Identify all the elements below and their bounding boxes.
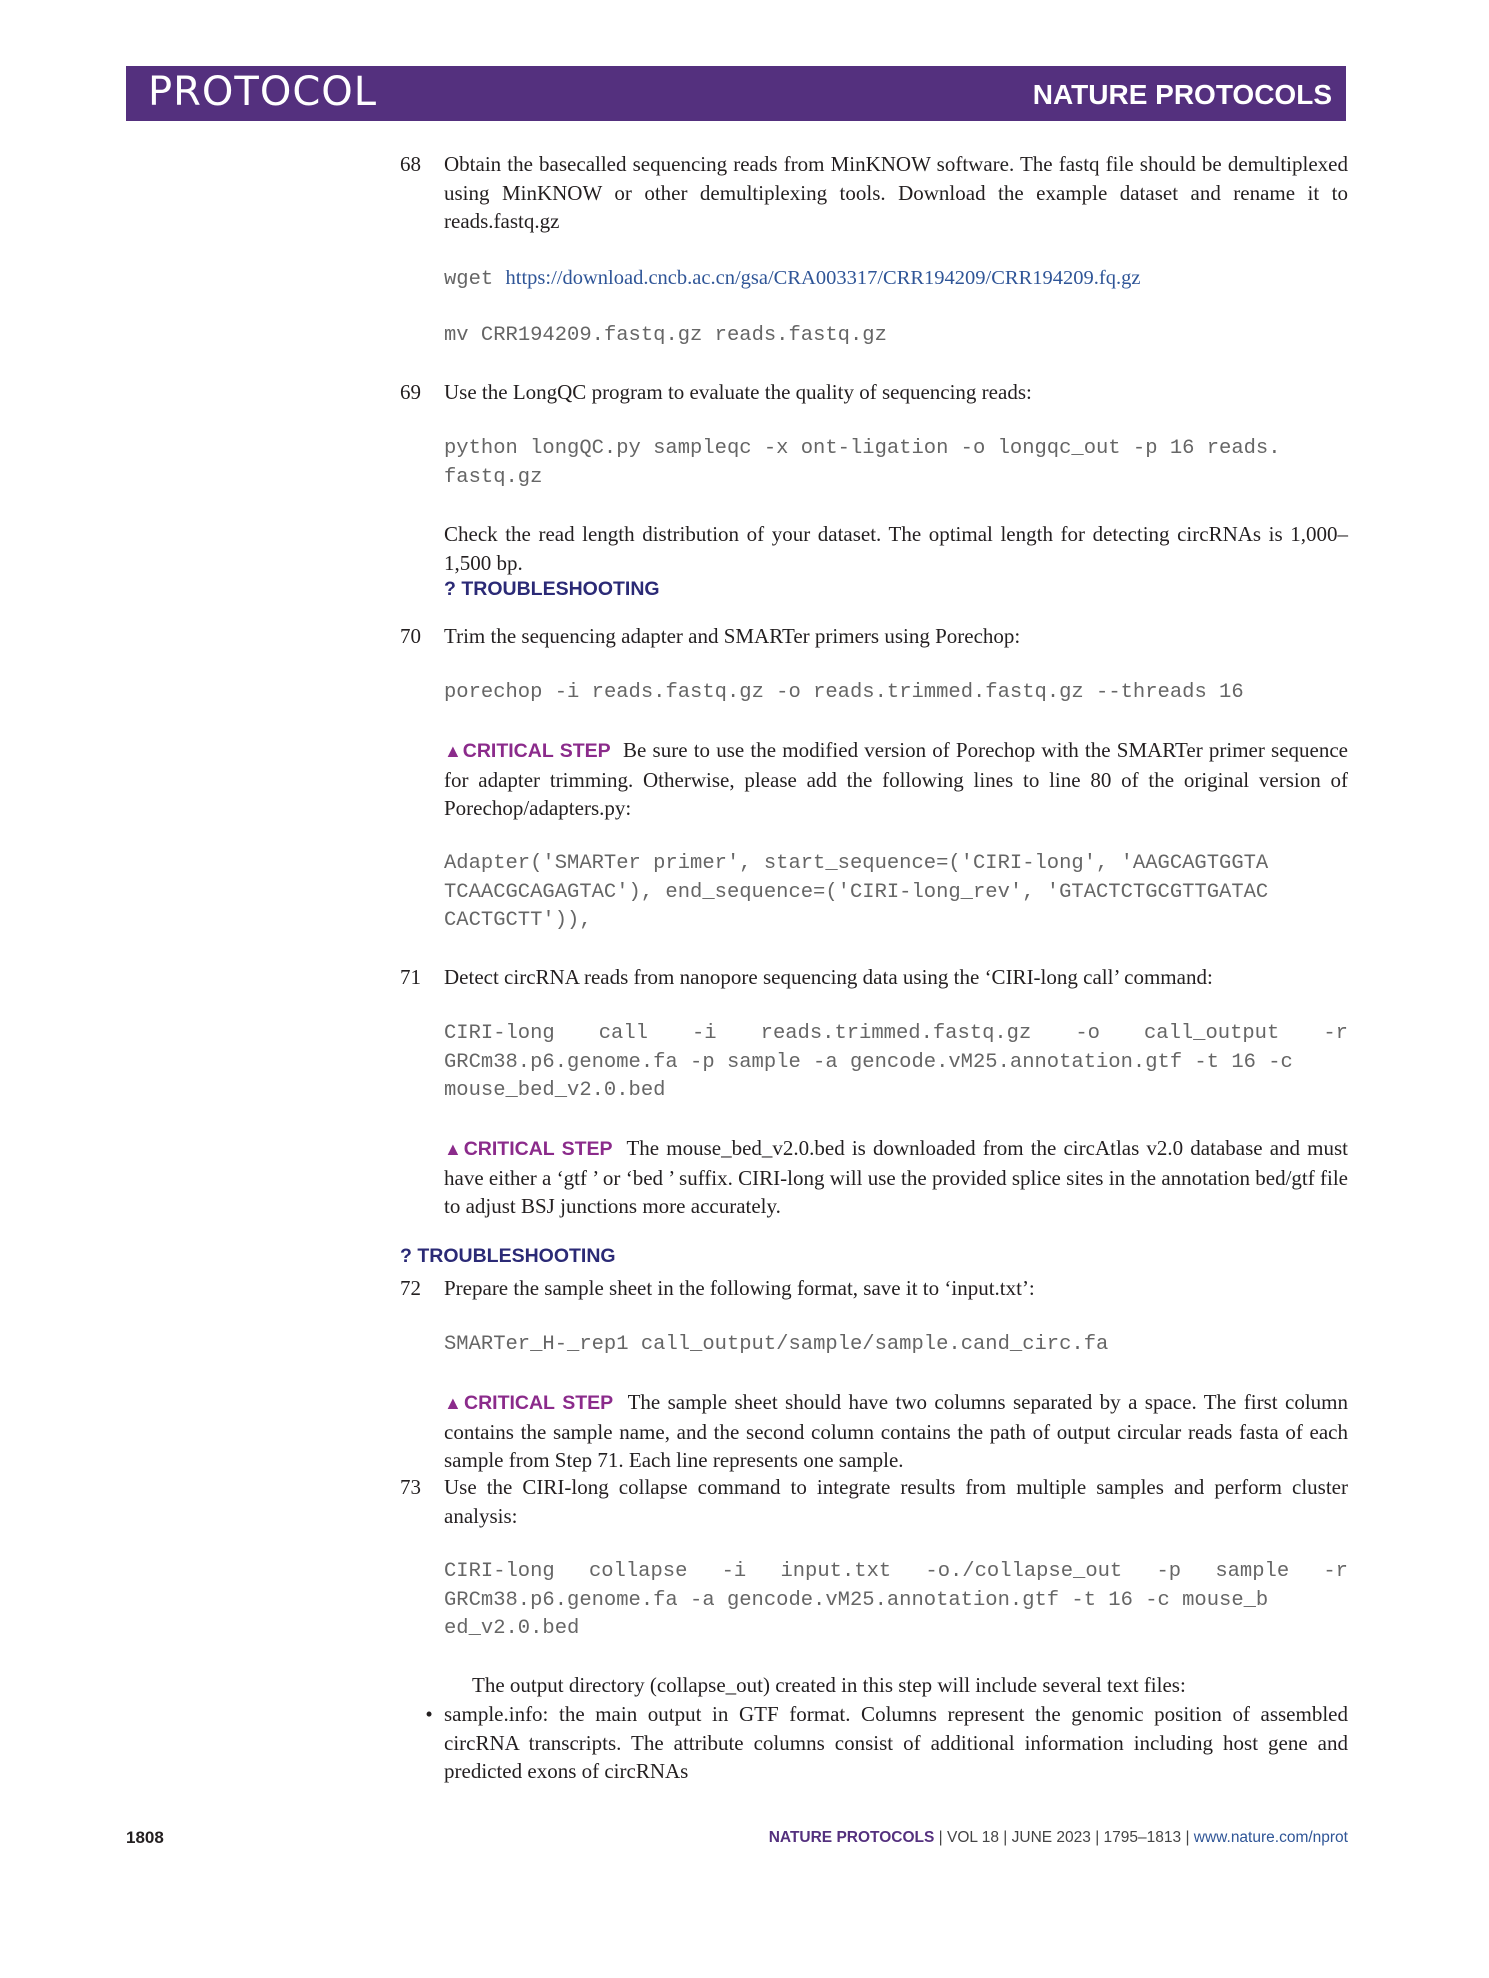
warning-triangle-icon: ▲ [444, 1139, 464, 1159]
section-label: PROTOCOL [148, 69, 378, 115]
step-number-71: 71 [400, 965, 421, 989]
warning-triangle-icon: ▲ [444, 741, 463, 761]
footer-journal: NATURE PROTOCOLS [768, 1829, 935, 1846]
critical-text: The mouse_bed_v2.0.bed is downloaded from the circAtlas v2.0 database and must have either a ‘gtf ’ or ‘bed ’ suffix. CIRI-long will use the provided splice sites in the annotation bed/gtf file to adjust BSJ junctions more accurately. [444, 1136, 1349, 1218]
step-68-text: Obtain the basecalled sequencing reads from MinKNOW software. The fastq file should be demultiplexed using MinKNOW or other demultiplexing tools. Download the example dataset and rename it to reads.fastq.gz [444, 152, 1348, 233]
step-69-note: Check the read length distribution of your dataset. The optimal length for detecting circRNAs is 1,000–1,500 bp. [444, 522, 1348, 575]
critical-step-70 [444, 736, 1348, 823]
journal-name: NATURE PROTOCOLS [1032, 79, 1332, 110]
page-number: 1808 [126, 1828, 164, 1847]
code-line: TCAACGCAGAGTAC'), end_sequence=('CIRI-long_rev', 'GTACTCTGCGTTGATAC [444, 880, 1269, 904]
step-number-73: 73 [400, 1475, 421, 1499]
footer-citation: NATURE PROTOCOLS | VOL 18 | JUNE 2023 | 1795–1813 | www.nature.com/nprot [768, 1829, 1348, 1846]
step-number-69: 69 [400, 380, 421, 404]
mv-command [444, 322, 1348, 351]
code-line: fastq.gz [444, 465, 543, 489]
code-line: GRCm38.p6.genome.fa -p sample -a gencode.vM25.annotation.gtf -t 16 -c [444, 1050, 1293, 1074]
critical-label: ▲CRITICAL STEP [444, 1138, 613, 1160]
warning-triangle-icon: ▲ [444, 1393, 464, 1413]
step-73-text: Use the CIRI-long collapse command to integrate results from multiple samples and perform cluster analysis: [444, 1475, 1348, 1528]
code-line-justified: CIRI-long collapse -i input.txt -o./collapse_out -p sample -r [444, 1560, 1348, 1583]
output-bullet-list [414, 1700, 1348, 1786]
critical-label: ▲CRITICAL STEP [444, 740, 611, 762]
step-72-text: Prepare the sample sheet in the following format, save it to ‘input.txt’: [444, 1276, 1035, 1300]
critical-text: Be sure to use the modified version of Porechop with the SMARTer primer sequence for adapter trimming. Otherwise, please add the following lines to line 80 of the original version of Porechop/adapters.py: [444, 738, 1349, 820]
step-70-text: Trim the sequencing adapter and SMARTer primers using Porechop: [444, 624, 1021, 648]
sample-sheet-code [444, 1331, 1348, 1360]
mv-args: CRR194209.fastq.gz reads.fastq.gz [480, 324, 887, 347]
footer-date: JUNE 2023 [1011, 1829, 1091, 1846]
wget-cmd: wget [444, 268, 494, 291]
step-number-68: 68 [400, 152, 421, 176]
longqc-command [444, 435, 1348, 492]
step-number-70: 70 [400, 624, 421, 648]
footer-pages: 1795–1813 [1103, 1829, 1182, 1846]
code-line: ed_v2.0.bed [444, 1617, 580, 1640]
code-line: CACTGCTT')), [444, 909, 592, 932]
bullet-icon: • [425, 1702, 433, 1726]
code-line: python longQC.py sampleqc -x ont-ligation -o longqc_out -p 16 reads. [444, 437, 1281, 460]
step-71-text: Detect circRNA reads from nanopore sequencing data using the ‘CIRI-long call’ command: [444, 965, 1213, 989]
header-banner [126, 66, 1346, 121]
troubleshooting-link[interactable]: ? TROUBLESHOOTING [400, 1245, 616, 1267]
dataset-download-link[interactable]: https://download.cncb.ac.cn/gsa/CRA003317/CRR194209/CRR194209.fq.gz [505, 267, 1141, 289]
critical-label: ▲CRITICAL STEP [444, 1392, 614, 1414]
ciri-collapse-command [444, 1558, 1348, 1644]
footer-volume: VOL 18 [947, 1829, 999, 1846]
footer-url[interactable]: www.nature.com/nprot [1193, 1829, 1348, 1846]
code-line: Adapter('SMARTer primer', start_sequence=('CIRI-long', 'AAGCAGTGGTA [444, 852, 1269, 875]
step-69-text: Use the LongQC program to evaluate the quality of sequencing reads: [444, 380, 1032, 404]
code-line-justified: CIRI-long call -i reads.trimmed.fastq.gz -o call_output -r [444, 1022, 1348, 1045]
code-line: mouse_bed_v2.0.bed [444, 1079, 666, 1102]
porechop-args: -i reads.fastq.gz -o reads.trimmed.fastq.gz --threads 16 [554, 681, 1244, 704]
list-item [414, 1700, 1348, 1786]
sample-name: SMARTer_H-_rep1 [444, 1333, 629, 1356]
bullet-text: sample.info: the main output in GTF format. Columns represent the genomic position of assembled circRNA transcripts. The attribute columns consist of additional information including host gene and predicted exons of circRNAs [444, 1702, 1348, 1783]
critical-step-72 [444, 1388, 1348, 1475]
adapter-code [444, 850, 1348, 936]
critical-text: The sample sheet should have two columns separated by a space. The first column contains the sample name, and the second column contains the path of output circular reads fasta of each sample from Step 71. Each line represents one sample. [444, 1390, 1348, 1472]
troubleshooting-link[interactable]: ? TROUBLESHOOTING [444, 578, 660, 600]
mv-cmd: mv [444, 324, 469, 347]
wget-command [444, 264, 1348, 295]
critical-step-71 [444, 1134, 1348, 1221]
porechop-command [444, 679, 1348, 708]
output-intro: The output directory (collapse_out) created in this step will include several text files: [472, 1673, 1186, 1697]
porechop-cmd: porechop [444, 681, 543, 704]
sample-path: call_output/sample/sample.cand_circ.fa [640, 1333, 1109, 1356]
step-number-72: 72 [400, 1276, 421, 1300]
code-line: GRCm38.p6.genome.fa -a gencode.vM25.annotation.gtf -t 16 -c mouse_b [444, 1588, 1269, 1612]
ciri-call-command [444, 1020, 1348, 1106]
